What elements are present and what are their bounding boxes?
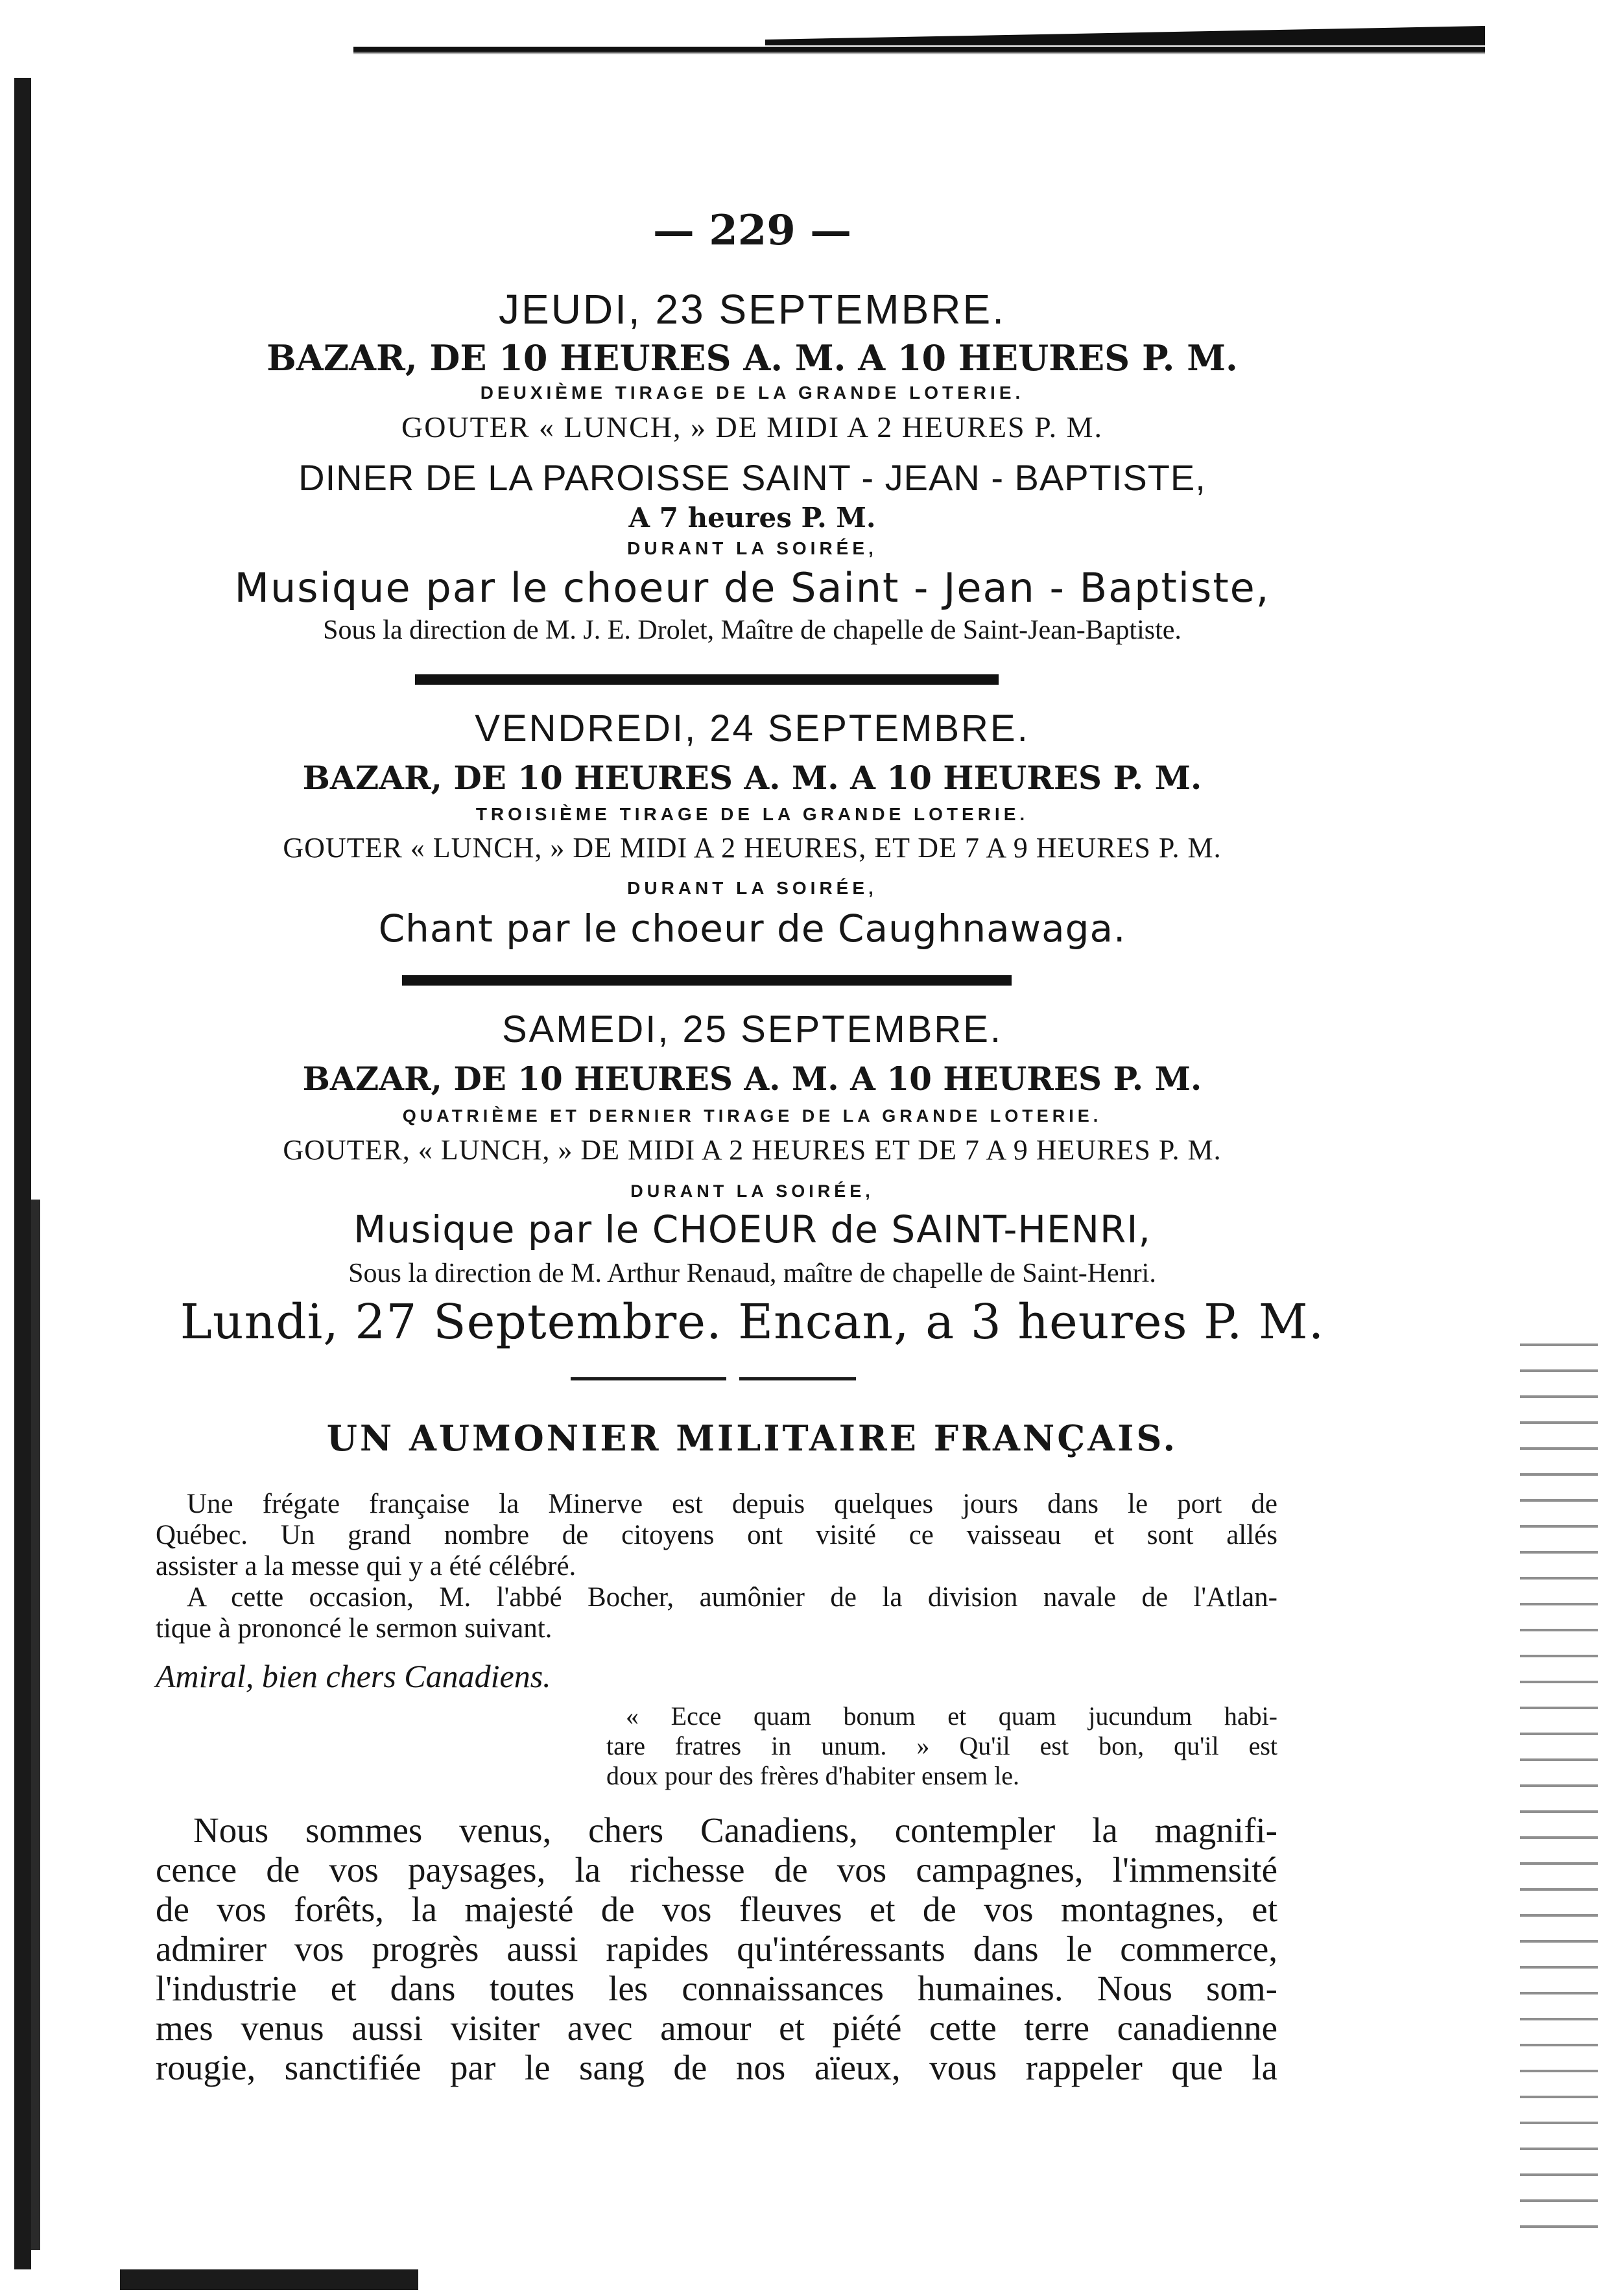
day3-soiree: DURANT LA SOIRÉE, <box>630 1181 874 1201</box>
intro-line: Une frégate française la Minerve est depuis quelques jours dans le port de <box>187 1489 1277 1519</box>
day1-musique: Musique par le choeur de Saint - Jean - Baptiste, <box>234 564 1270 611</box>
scan-noise-right <box>1520 1329 1598 2237</box>
occasion-line: A cette occasion, M. l'abbé Bocher, aumônier de la division navale de l'Atlan- <box>187 1582 1277 1613</box>
intro-line: Québec. Un grand nombre de citoyens ont visité ce vaisseau et sont allés <box>156 1520 1277 1550</box>
sermon-text <box>156 1810 1277 2087</box>
day1-tirage: DEUXIÈME TIRAGE DE LA GRANDE LOTERIE. <box>480 383 1025 403</box>
epigraph-line: tare fratres in unum. » Qu'il est bon, qu'il est <box>606 1731 1277 1760</box>
day3-title: SAMEDI, 25 SEPTEMBRE. <box>501 1008 1003 1050</box>
day3-direction: Sous la direction de M. Arthur Renaud, maître de chapelle de Saint-Henri. <box>348 1259 1156 1288</box>
sermon-line: mes venus aussi visiter avec amour et piété cette terre canadienne <box>156 2008 1277 2048</box>
day1-diner-time: A 7 heures P. M. <box>628 502 876 534</box>
day1-direction: Sous la direction de M. J. E. Drolet, Maître de chapelle de Saint-Jean-Baptiste. <box>323 615 1181 645</box>
day2-tirage: TROISIÈME TIRAGE DE LA GRANDE LOTERIE. <box>475 804 1029 824</box>
epigraph-line: doux pour des frères d'habiter ensem le. <box>606 1761 1019 1790</box>
divider-rule <box>402 975 1012 986</box>
day3-musique: Musique par le CHOEUR de SAINT-HENRI, <box>353 1207 1151 1251</box>
day1-title: JEUDI, 23 SEPTEMBRE. <box>499 286 1006 333</box>
article-title: UN AUMONIER MILITAIRE FRANÇAIS. <box>326 1417 1178 1459</box>
salutation: Amiral, bien chers Canadiens. <box>156 1658 551 1694</box>
sermon-line: de vos forêts, la majesté de vos fleuves et de vos montagnes, et <box>156 1889 1277 1929</box>
sermon-line: l'industrie et dans toutes les connaissances humaines. Nous som- <box>156 1969 1277 2008</box>
scan-edge-bottom <box>120 2269 418 2290</box>
lundi-encan: Lundi, 27 Septembre. Encan, a 3 heures P. M. <box>180 1294 1325 1350</box>
epigraph <box>606 1701 1277 1791</box>
day2-title: VENDREDI, 24 SEPTEMBRE. <box>475 707 1030 750</box>
day2-soiree: DURANT LA SOIRÉE, <box>627 878 877 898</box>
scan-edge-left <box>14 78 31 2269</box>
article-intro <box>156 1489 1277 1644</box>
day3-tirage: QUATRIÈME ET DERNIER TIRAGE DE LA GRANDE LOTERIE. <box>402 1106 1102 1126</box>
divider-rule <box>415 674 999 685</box>
day2-chant: Chant par le choeur de Caughnawaga. <box>378 906 1126 951</box>
intro-line: assister a la messe qui y a été célébré. <box>156 1551 576 1581</box>
scan-edge-top-dark <box>765 26 1485 45</box>
day2-bazar: BAZAR, DE 10 HEURES A. M. A 10 HEURES P. M. <box>302 759 1202 797</box>
epigraph-line: « Ecce quam bonum et quam jucundum habi- <box>626 1701 1277 1731</box>
day1-bazar: BAZAR, DE 10 HEURES A. M. A 10 HEURES P. M. <box>267 337 1238 379</box>
day2-gouter: GOUTER « LUNCH, » DE MIDI A 2 HEURES, ET DE 7 A 9 HEURES P. M. <box>283 832 1222 864</box>
sermon-line: admirer vos progrès aussi rapides qu'intéressants dans le commerce, <box>156 1929 1277 1969</box>
short-rule <box>571 1377 726 1380</box>
sermon-line: rougie, sanctifiée par le sang de nos aïeux, vous rappeler que la <box>156 2048 1277 2087</box>
scan-edge-left-inner <box>31 1200 40 2250</box>
day3-gouter: GOUTER, « LUNCH, » DE MIDI A 2 HEURES ET DE 7 A 9 HEURES P. M. <box>283 1134 1222 1166</box>
occasion-line: tique à prononcé le sermon suivant. <box>156 1613 552 1644</box>
page-number: — 229 — <box>652 206 852 255</box>
day3-bazar: BAZAR, DE 10 HEURES A. M. A 10 HEURES P. M. <box>302 1059 1202 1098</box>
day1-gouter: GOUTER « LUNCH, » DE MIDI A 2 HEURES P. M. <box>401 410 1103 444</box>
day1-soiree: DURANT LA SOIRÉE, <box>627 538 877 558</box>
short-rule <box>739 1377 856 1380</box>
scan-edge-top <box>353 47 1485 54</box>
sermon-line: cence de vos paysages, la richesse de vos campagnes, l'immensité <box>156 1850 1277 1889</box>
day1-diner: DINER DE LA PAROISSE SAINT - JEAN - BAPTISTE, <box>298 457 1206 498</box>
sermon-line: Nous sommes venus, chers Canadiens, contempler la magnifi- <box>193 1810 1277 1850</box>
